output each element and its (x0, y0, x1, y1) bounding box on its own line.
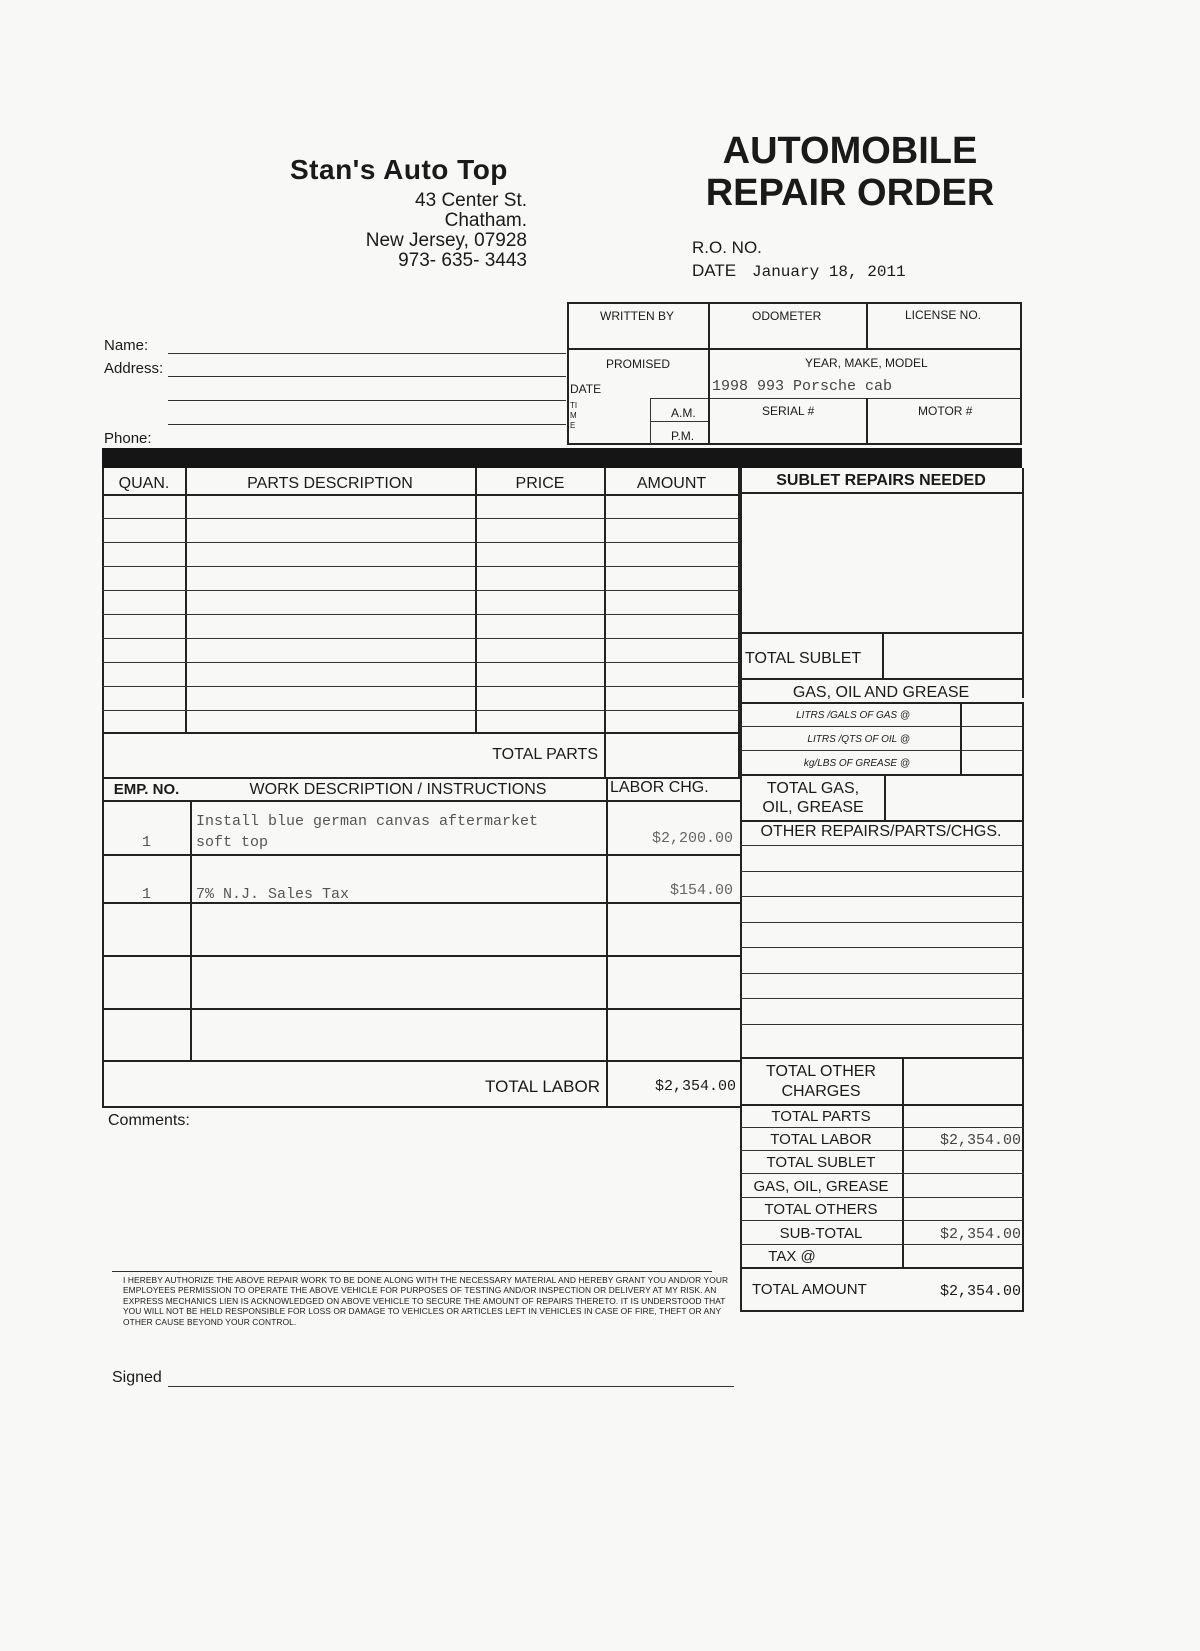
year-make-model-label: YEAR, MAKE, MODEL (805, 356, 928, 370)
promised-label: PROMISED (606, 357, 671, 371)
labor-header-charge: LABOR CHG. (610, 779, 709, 796)
parts-header-description: PARTS DESCRIPTION (247, 475, 413, 492)
serial-label: SERIAL # (762, 404, 815, 418)
year-make-model-value: 1998 993 Porsche cab (712, 378, 893, 395)
odometer-label: ODOMETER (752, 309, 822, 323)
shop-name: Stan's Auto Top (290, 154, 508, 185)
total-labor-value: $2,354.00 (654, 1078, 736, 1095)
form-title-line1: AUTOMOBILE (722, 130, 978, 172)
gas-oil-header: GAS, OIL AND GREASE (792, 684, 970, 701)
labor-header-description: WORK DESCRIPTION / INSTRUCTIONS (249, 781, 547, 798)
customer-phone-label: Phone: (104, 430, 152, 447)
total-gas-oil-label (745, 779, 881, 817)
shop-address-line2: Chatham. (444, 210, 527, 231)
time-label: TIME (570, 401, 578, 430)
gas-row-label: LITRS /GALS OF GAS @ (796, 710, 910, 721)
summary-tax-label: TAX @ (768, 1248, 816, 1265)
ro-number-label: R.O. NO. (692, 238, 762, 257)
promised-date-label: DATE (570, 382, 602, 396)
shop-phone: 973- 635- 3443 (398, 250, 527, 271)
total-sublet-label: TOTAL SUBLET (745, 650, 862, 667)
summary-subtotal-label: SUB-TOTAL (779, 1225, 863, 1242)
customer-address-label: Address: (104, 360, 164, 377)
summary-subtotal-value: $2,354.00 (939, 1226, 1021, 1243)
customer-address-line-2 (168, 400, 566, 401)
form-title-line2: REPAIR ORDER (705, 172, 995, 214)
summary-total-others-label: TOTAL OTHERS (764, 1201, 878, 1218)
other-repairs-header: OTHER REPAIRS/PARTS/CHGS. (760, 823, 1002, 840)
form-title (690, 130, 1010, 214)
parts-header-quan: QUAN. (118, 475, 170, 492)
total-gas-oil-label-line1: TOTAL GAS, (766, 780, 860, 797)
date-value: January 18, 2011 (752, 263, 906, 281)
shop-address-line3: New Jersey, 07928 (365, 230, 527, 251)
parts-header-amount: AMOUNT (636, 475, 707, 492)
am-label: A.M. (671, 406, 696, 420)
parts-header-price: PRICE (515, 475, 565, 492)
pm-label: P.M. (671, 429, 695, 443)
oil-row-label: LITRS /QTS OF OIL @ (807, 734, 910, 745)
signature-line[interactable] (168, 1386, 734, 1387)
customer-name-label: Name: (104, 337, 149, 354)
labor-row-emp: 1 (141, 834, 151, 851)
summary-total-labor-label: TOTAL LABOR (770, 1131, 872, 1148)
total-parts-label: TOTAL PARTS (492, 746, 598, 763)
motor-label: MOTOR # (918, 404, 973, 418)
total-amount-value: $2,354.00 (939, 1283, 1021, 1300)
date-label: DATE (692, 261, 737, 280)
labor-row-emp: 1 (141, 886, 151, 903)
labor-row-desc-line1: 7% N.J. Sales Tax (196, 886, 350, 903)
authorization-text: I HEREBY AUTHORIZE THE ABOVE REPAIR WORK TO BE DONE ALONG WITH THE NECESSARY MATERIAL AND HEREBY GRANT YOU AND/OR YOUR EMPLOYEES PERMISSION TO OPERATE THE ABOVE VEHICLE FOR PURPOSES OF TESTING AND/OR INSPECTION OR DELIVERY AT MY RISK. AN EXPRESS MECHANICS LIEN IS ACKNOWLEDGED ON ABOVE VEHICLE TO SECURE THE AMOUNT OF REPAIRS THERETO. IT IS UNDERSTOOD THAT YOU WILL NOT BE HELD RESPONSIBLE FOR LOSS OR DAMAGE TO VEHICLES OR ARTICLES LEFT IN VEHICLES IN CASE OF FIRE, THEFT OR ANY OTHER CAUSE BEYOND YOUR CONTROL. (123, 1275, 729, 1327)
section-divider-bar (102, 448, 1022, 468)
written-by-label: WRITTEN BY (600, 309, 674, 323)
labor-row-desc-line1: Install blue german canvas aftermarket (196, 813, 539, 830)
customer-address-line (168, 376, 566, 377)
summary-total-sublet-label: TOTAL SUBLET (766, 1154, 876, 1171)
grease-row-label: kg/LBS OF GREASE @ (803, 758, 910, 769)
labor-header-emp: EMP. NO. (113, 781, 180, 798)
total-gas-oil-label-line2: OIL, GREASE (762, 799, 864, 816)
sublet-header: SUBLET REPAIRS NEEDED (776, 472, 986, 489)
labor-row-desc-line2: soft top (196, 834, 269, 851)
labor-row-charge: $2,200.00 (651, 830, 733, 847)
license-label: LICENSE NO. (905, 308, 982, 322)
total-other-charges-label (742, 1062, 900, 1102)
customer-address-line-3 (168, 424, 566, 425)
authorization-rule (112, 1271, 712, 1272)
total-other-charges-line1: TOTAL OTHER (766, 1063, 876, 1080)
shop-address-line1: 43 Center St. (415, 190, 527, 211)
summary-gas-oil-label: GAS, OIL, GREASE (753, 1178, 889, 1195)
total-amount-label: TOTAL AMOUNT (752, 1281, 867, 1298)
customer-name-line (168, 353, 566, 354)
summary-total-labor-value: $2,354.00 (939, 1132, 1021, 1149)
signed-label: Signed (112, 1369, 162, 1386)
summary-total-parts-label: TOTAL PARTS (771, 1108, 871, 1125)
comments-label: Comments: (108, 1112, 190, 1129)
labor-row-charge: $154.00 (669, 882, 733, 899)
total-other-charges-line2: CHARGES (781, 1083, 861, 1100)
total-labor-label: TOTAL LABOR (485, 1077, 600, 1096)
